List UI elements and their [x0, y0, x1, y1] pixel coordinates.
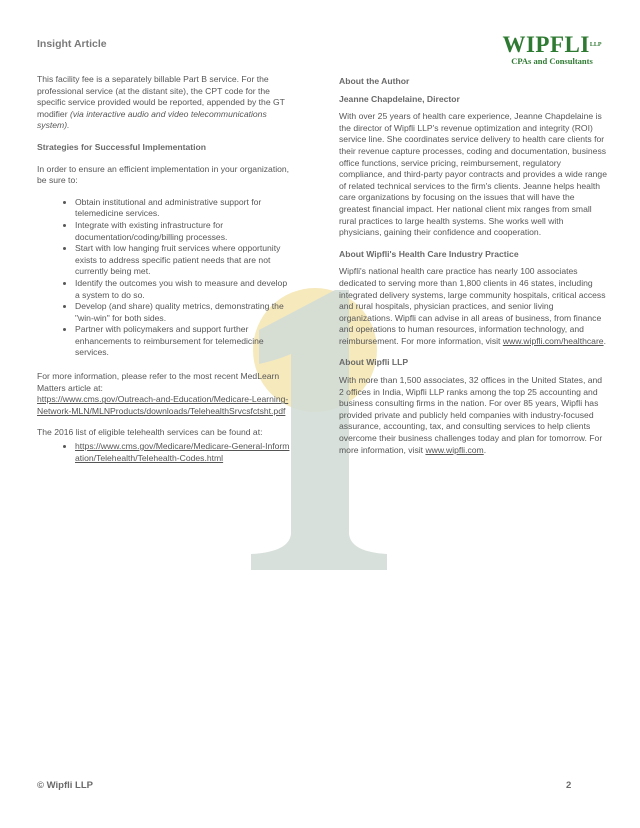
list-item: • Obtain institutional and administrative support for telemedicine services.	[75, 197, 293, 220]
telehealth-codes-link[interactable]: https://www.cms.gov/Medicare/Medicare-General-Information/Telehealth/Telehealth-Codes.html	[75, 441, 290, 463]
practice-end: .	[603, 335, 606, 346]
intro-text: This facility fee is a separately billable Part B service. For the professional service (at the distant site), the CPT code for the specific service provided would be reported, appended by the GT modifier	[37, 74, 285, 119]
logo-tagline: CPAs and Consultants	[511, 56, 593, 66]
wipfli-paragraph	[339, 375, 607, 456]
telehealth-list-text: The 2016 list of eligible telehealth services can be found at:	[37, 427, 263, 438]
wipfli-text: With more than 1,500 associates, 32 offices in the United States, and 2 offices in India, Wipfli LLP ranks among the top 25 accounting and business consulting firms in the nation. For over 85 years, Wipfli has provided private and publicly held companies with industry-focused assurance, accounting, tax, and consulting services to help clients overcome their business challenges today and plan for tomorrow. For more information, visit	[339, 375, 603, 455]
right-column	[339, 76, 607, 466]
more-info-paragraph	[37, 371, 293, 417]
telehealth-codes-list	[37, 441, 293, 464]
wipfli-link[interactable]: www.wipfli.com	[425, 444, 484, 455]
page-number: 2	[566, 780, 572, 791]
strategies-heading: Strategies for Successful Implementation	[37, 141, 207, 152]
practice-heading: About Wipfli's Health Care Industry Practice	[339, 248, 519, 259]
wipfli-end: .	[483, 444, 487, 455]
left-column	[37, 74, 293, 476]
logo-llp: LLP	[589, 42, 602, 48]
intro-italic-text: (via interactive audio and video telecommunications system).	[37, 108, 267, 131]
list-item: • Identify the outcomes you wish to measure and develop a system to do so.	[75, 278, 293, 301]
footer-copyright: © Wipfli LLP	[37, 780, 93, 791]
author-bio: With over 25 years of health care experience, Jeanne Chapdelaine is the director of Wipfli LLP's revenue optimization and integrity (ROI) service line. She coordinates service delivery to health care clients for their revenue capture processes, coding and documentation, business office functions, service pricing, reimbursement, regulatory compliance, and third-party payor contracts and provides a wide range of related technical services to the firm's clients. Jeanne helps health care organizations by focusing on the issues that will have the greatest financial impact. Her national client mix ranges from small rural practices to large health systems. She works well with physicians, gaining their confidence and cooperation.	[339, 111, 607, 238]
list-item: • Start with low hanging fruit services where opportunity exists to address specific patient needs that are not currently being met.	[75, 243, 293, 278]
wipfli-logo	[497, 34, 607, 66]
medlearn-link[interactable]: https://www.cms.gov/Outreach-and-Education/Medicare-Learning-Network-MLN/MLNProducts/downloads/TelehealthSrvcsfctsht.pdf	[37, 394, 289, 416]
strategies-intro: In order to ensure an efficient implementation in your organization, be sure to:	[37, 163, 290, 186]
list-item: • Partner with policymakers and support further enhancements to reimbursement for telemedicine services.	[75, 324, 293, 359]
strategies-list	[37, 197, 293, 359]
logo-name: WIPFLI	[502, 32, 590, 57]
more-info-text: For more information, please refer to the most recent MedLearn Matters article at:	[37, 371, 280, 393]
author-name: Jeanne Chapdelaine, Director	[339, 93, 460, 104]
list-item: • Integrate with existing infrastructure for documentation/coding/billing processes.	[75, 220, 293, 243]
list-item	[75, 441, 293, 464]
header-label: Insight Article	[37, 38, 107, 50]
practice-text: Wipfli's national health care practice has nearly 100 associates dedicated to serving more than 1,800 clients in 46 states, including integrated delivery systems, large community hospitals, critical access and rural hospitals, physician practices, and senior living organizations. Wipfli can advise in all areas of business, from finance and operations to human resources, information technology, and reimbursement. For more information, visit	[339, 266, 606, 346]
intro-paragraph	[37, 74, 293, 132]
author-heading: About the Author	[339, 76, 410, 86]
wipfli-heading: About Wipfli LLP	[339, 357, 409, 368]
healthcare-link[interactable]: www.wipfli.com/healthcare	[502, 335, 604, 346]
practice-paragraph	[339, 266, 607, 347]
list-item: • Develop (and share) quality metrics, demonstrating the "win-win" for both sides.	[75, 301, 293, 324]
